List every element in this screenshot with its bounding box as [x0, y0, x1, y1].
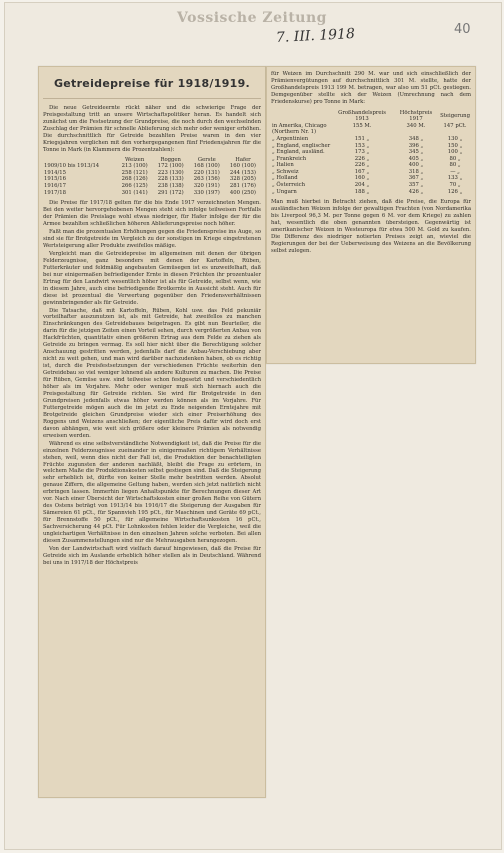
continuation-intro: für Weizen im Durchschnitt 290 M. war und sich einschließlich der Prämienvergütungen auf durchschnittlich 301 M. stellte, hatte der Großhandelspreis 1913 199 M. betragen, war also um 51 pCt. gestiegen. Demgegenüber stellte sich der Weizen (Umrechnung nach dem Friedenskurse) pro Tonne in Mark: — [271, 71, 471, 105]
table-cell: 204 „ — [354, 182, 370, 189]
table-cell: „ Frankreich — [272, 155, 307, 162]
column-header — [271, 110, 331, 123]
paragraph: Die Tatsache, daß mit Kartoffeln, Rüben, Kohl usw. das Feld pekuniär vorteilhafter auszunutzen ist, als mit Getreide, hat zweifellos zu manchen Einschränkungen des Getreidebaues beigetragen. Es gibt nun Beurteiler, die darin für die jetzigen Zeiten einen Vorteil sehen, durch vergrößerten Anbau von Hackfrüchten, quantitativ einen größeren Ertrag aus dem Felde zu ziehen als Getreide zu bringen vermag. Es soll hier nicht über die Berechtigung solcher Anschauung gestritten werden, jedenfalls darf die Anbau-Verschiebung aber nicht zu weit gehen, und man wird darüber nachzudenken haben, ob es richtig ist, durch die Preisfestsetzungen der verschiedenen Früchte weiterhin den Getreidebau so viel weniger lohnend als andere Kulturen zu machen. Die Preise für Rüben, Gemüse usw. sind teilweise schon festgesetzt und verschiedentlich höher als im Vorjahre. Mehr oder weniger muß sich hiernach auch die Preisgestaltung für Getreide richten. Sie wird für Brotgetreide in den Grundpreisen jedenfalls etwas höher werden können als im Vorjahre. Für Futtergetreide mögen auch die im jetzt zu Ende neigenden Erntejahre mit Brotgetreide gleichen Grundpreise wieder sich einer Preiserhöhung des Roggens und Weizens anschließen; der eigentliche Preis dafür wird doch erst davon abhängen, wie weit sich größere oder kleinere Prämien als notwendig erweisen werden. — [43, 307, 261, 439]
column-header: Roggen — [160, 156, 181, 163]
table-header-row — [271, 110, 471, 123]
table-row — [43, 176, 261, 183]
table-cell: 328 (205) — [229, 176, 256, 183]
table-cell: 151 „ — [354, 135, 370, 142]
column-header: Weizen — [125, 156, 145, 163]
table-cell: 258 (121) — [121, 169, 148, 176]
table-cell: „ Ungarn — [272, 188, 297, 195]
article-headline: Getreidepreise für 1918/1919. — [43, 71, 261, 99]
column-header: Hafer — [235, 156, 251, 163]
table-cell: 330 (197) — [193, 189, 220, 196]
table-cell: 160 (100) — [229, 163, 256, 170]
table-cell: 340 M. — [406, 122, 426, 129]
table-cell: 400 (250) — [229, 189, 256, 196]
clipping-continuation — [266, 66, 476, 364]
table-cell: 160 „ — [354, 175, 370, 182]
table-cell: 301 (141) — [121, 189, 148, 196]
table-cell: 220 (131) — [193, 169, 220, 176]
continuation-outro: Man muß hierbei in Betracht ziehen, daß die Preise, die Europa für ausländischen Weizen infolge der gewaltigen Frachten (von Nordamerika bis Liverpool 96,3 M. per Tonne gegen 6 M. vor dem Kriege) zu zahlen hat, wesentlich die oben genannten übersteigen. Gegenwärtig ist amerikanischer Weizen in Westeuropa für etwa 500 M. Gold zu kaufen. Die Differenz des niedriger notierten Preises zeigt an, wieviel die Regierungen der bei der Ueberweisung des Weizens an die Bevölkerung selbst zulegen. — [271, 199, 471, 254]
table-cell: 291 (172) — [157, 189, 184, 196]
table-row — [271, 129, 471, 136]
table-cell: 367 „ — [408, 175, 424, 182]
table-cell: 70 „ — [449, 182, 461, 189]
column-header: Großhandelspreis 1913 — [338, 109, 386, 123]
table-cell: 238 (138) — [157, 183, 184, 190]
table-cell: 80 „ — [449, 155, 461, 162]
table-cell: 345 „ — [408, 149, 424, 156]
paragraph: Die neue Getreideernte rückt näher und die schwierige Frage der Preisgestaltung tritt an unsere Wirtschaftspolitiker heran. Es handelt sich zunächst um die Festsetzung der Grundpreise, die noch durch den wechselnden Zuschlag der Prämien für schnelle Ablieferung sich mehr oder weniger erhöhen. Die durchschnittlich für Getreide bezahlten Preise waren in den vier Kriegsjahren verglichen mit den vorhergegangenen fünf Friedensjahren für die Tonne in Mark (in Klammern die Prozentzahlen): — [43, 105, 261, 153]
table-cell: 133 „ — [447, 175, 463, 182]
grain-price-table — [43, 157, 261, 197]
paragraph: Von der Landwirtschaft wird vielfach darauf hingewiesen, daß die Preise für Getreide sich im Auslande erheblich höher stellen als in Deutschland. Während bei uns in 1917/18 der Höchstpreis — [43, 545, 261, 566]
table-row — [271, 169, 471, 176]
table-cell: 147 pCt. — [443, 122, 467, 129]
table-cell: 173 „ — [354, 149, 370, 156]
column-header — [43, 157, 117, 164]
table-cell: 400 „ — [408, 162, 424, 169]
table-cell: 150 „ — [447, 142, 463, 149]
table-cell: (Northern Nr. 1) — [272, 129, 317, 136]
table-cell: 357 „ — [408, 182, 424, 189]
table-cell: 426 „ — [408, 188, 424, 195]
table-cell: 318 „ — [408, 168, 424, 175]
table-cell: „ England, ausländ. — [272, 149, 325, 156]
table-cell: 1914/15 — [44, 169, 67, 176]
table-cell: 226 „ — [354, 162, 370, 169]
table-cell: 1915/16 — [44, 176, 67, 183]
table-cell: 268 (126) — [121, 176, 148, 183]
table-row — [271, 149, 471, 156]
table-cell: in Amerika, Chicago — [272, 122, 327, 129]
table-cell: 130 „ — [447, 135, 463, 142]
article-body — [43, 105, 261, 567]
table-cell: 405 „ — [408, 155, 424, 162]
table-row — [43, 170, 261, 177]
table-cell: 80 „ — [449, 162, 461, 169]
table-cell: 1916/17 — [44, 183, 67, 190]
table-cell — [393, 129, 439, 136]
table-cell: „ Holland — [272, 175, 298, 182]
table-row — [43, 190, 261, 197]
column-header: Höchstpreis 1917 — [399, 109, 433, 123]
table-cell: 263 (156) — [193, 176, 220, 183]
table-cell: 1909/10 bis 1913/14 — [44, 163, 100, 170]
table-cell: 281 (176) — [229, 183, 256, 190]
table-row — [271, 136, 471, 143]
table-cell: 223 (130) — [157, 169, 184, 176]
table-cell: 153 „ — [354, 142, 370, 149]
table-row — [43, 163, 261, 170]
table-cell: 126 „ — [447, 188, 463, 195]
clipping-main-column — [38, 66, 266, 798]
table-cell: „ Italien — [272, 162, 294, 169]
table-cell: 172 (100) — [157, 163, 184, 170]
table-row — [271, 182, 471, 189]
table-cell: 244 (153) — [229, 169, 256, 176]
table-cell — [439, 129, 471, 136]
table-cell: 348 „ — [408, 135, 424, 142]
table-cell: 226 „ — [354, 155, 370, 162]
table-cell: „ Österreich — [272, 182, 306, 189]
paragraph: Die Preise für 1917/18 gelten für die bis Ende 1917 verzeichneten Mengen. Bei den weiter hervorgehobenen Mengen steht sich infolge teilweisen Fortfalls der Prämien die Preislage wohl etwas niedriger, für Hafer infolge der für die Armee bezahlten schließlichen höheren Ablieferungspreise noch höher. — [43, 200, 261, 228]
table-header-row — [43, 157, 261, 164]
table-cell: 213 (100) — [121, 163, 148, 170]
table-cell: 228 (133) — [157, 176, 184, 183]
newspaper-masthead: Vossische Zeitung — [177, 10, 327, 26]
table-row — [271, 143, 471, 150]
table-row — [271, 189, 471, 196]
table-cell: 155 M. — [352, 122, 372, 129]
table-cell — [331, 129, 393, 136]
column-header: Steigerung — [440, 112, 470, 119]
world-wheat-price-table — [271, 110, 471, 196]
table-row — [271, 156, 471, 163]
column-header: Gerste — [197, 156, 216, 163]
table-cell: „ Argentinien — [272, 135, 309, 142]
table-cell: 188 „ — [354, 188, 370, 195]
paragraph: Vergleicht man die Getreidepreise im allgemeinen mit denen der übrigen Felderzeugnisse, ganz besonders mit denen der Kartoffeln, Rüben, Futterkräuter und feldmäßig angebauten Gemüsegen ist es unzweifelhaft, daß bei nur einigermaßen befriedigender Ernte in diesen Früchten ihr prozentualer Ertrag für den Landwirt wesentlich höher ist als für Getreide, selbst wenn, wie in diesem Jahre, auch eine befriedigende Brotkernte in Aussicht steht. Auch für diese ist prozentual die Verwertung gegenüber den Friedensverhältnissen gewinnbringender als für Getreide. — [43, 250, 261, 306]
table-row — [43, 183, 261, 190]
handwritten-date: 7. III. 1918 — [275, 25, 356, 47]
table-cell: 168 (100) — [193, 163, 220, 170]
table-row — [271, 162, 471, 169]
paragraph: Während es eine selbstverständliche Notwendigkeit ist, daß die Preise für die einzelnen Felderzeugnisse zueinander in einigermaßen richtigem Verhältnisse stehen, weil, wenn dies nicht der Fall ist, die Produktion der benachteiligten Früchte zugunsten der anderen nachläßt, bleibt die Frage zu erörtern, in welchem Maße die Produktionskosten selbst gestiegen sind. Daß die Steigerung sehr erheblich ist, dürfte von keiner Stelle mehr bestritten werden. Absolut genaue Ziffern, die allgemeine Geltung haben, werden sich jetzt natürlich nicht erbringen lassen. Immerhin liegen Anhaltspunkte für Berechnungen dieser Art vor. Nach einer Übersicht der Wirtschaftskosten einer großen Reihe von Gütern des Ostens beträgt von 1913/14 bis 1916/17 die Steigerung der Ausgaben für Sämereien 61 pCt., für Spannvieh 195 pCt., für Maschinen und Geräte 69 pCt., für Brennstoffe 50 pCt., für allgemeine Wirtschaftsunkosten 16 pCt., Sachversicherung 44 pCt. Für Lohnkosten fehlen leider die Vergleiche, weil die ungleichartigen Verhältnisse in den einzelnen Jahren solche verboten. Bei allen diesen Zusammenstellungen sind nur die Mehrausgaben herangezogen. — [43, 440, 261, 544]
table-cell: 100 „ — [447, 149, 463, 156]
paragraph: Faßt man die prozentualen Erhöhungen gegen die Friedenspreise ins Auge, so sind sie für Brotgetreide im Vergleich zu der sonstigen im Kriege eingetretenen Wertsteigerung aller Produkte zweifellos mäßige. — [43, 229, 261, 249]
table-cell: 396 „ — [408, 142, 424, 149]
table-cell: 1917/18 — [44, 189, 67, 196]
table-cell: 320 (191) — [193, 183, 220, 190]
table-cell: — „ — [450, 168, 460, 175]
table-cell: 167 „ — [354, 168, 370, 175]
table-cell: 266 (125) — [121, 183, 148, 190]
table-cell: „ Schweiz — [272, 168, 299, 175]
handwritten-number: 40 — [454, 22, 471, 37]
table-cell: „ England, englischer — [272, 142, 331, 149]
